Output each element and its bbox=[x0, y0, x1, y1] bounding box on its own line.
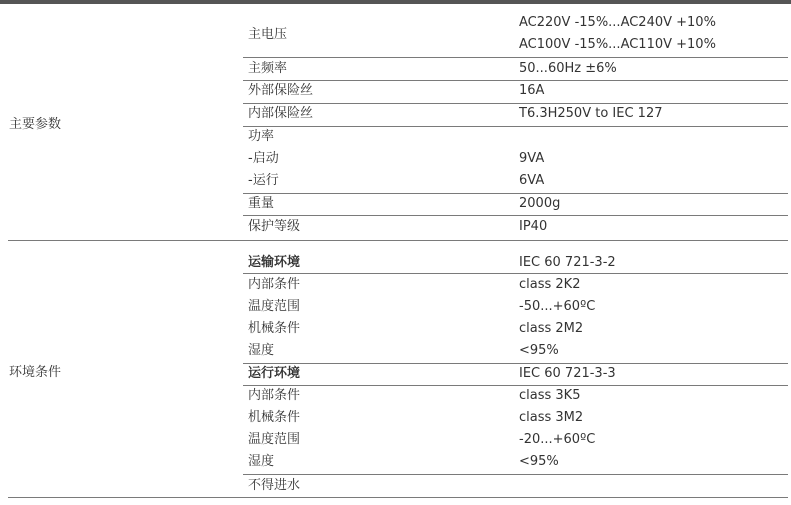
category-environment: 环境条件 bbox=[9, 365, 62, 380]
row-value: IEC 60 721-3-2 bbox=[519, 255, 616, 270]
row-divider bbox=[243, 474, 788, 475]
row-value: <95% bbox=[519, 343, 559, 358]
row-label: 内部条件 bbox=[248, 277, 301, 292]
category-main-params: 主要参数 bbox=[9, 117, 62, 132]
row-divider bbox=[243, 193, 788, 194]
row-value: class 2K2 bbox=[519, 277, 581, 292]
row-label: 重量 bbox=[248, 196, 275, 211]
row-value: T6.3H250V to IEC 127 bbox=[519, 106, 663, 121]
row-divider bbox=[243, 363, 788, 364]
row-value: class 3M2 bbox=[519, 410, 584, 425]
row-value: IP40 bbox=[519, 219, 548, 234]
row-divider bbox=[243, 57, 788, 58]
row-value: <95% bbox=[519, 454, 559, 469]
top-border bbox=[0, 0, 791, 4]
row-divider bbox=[243, 80, 788, 81]
row-label: 主频率 bbox=[248, 61, 288, 76]
row-value: -20...+60ºC bbox=[519, 432, 596, 447]
row-label: 机械条件 bbox=[248, 410, 301, 425]
row-value: 9VA bbox=[519, 151, 545, 166]
row-value: AC100V -15%...AC110V +10% bbox=[519, 37, 716, 52]
row-label: 机械条件 bbox=[248, 321, 301, 336]
row-divider bbox=[243, 126, 788, 127]
section-divider bbox=[8, 497, 788, 498]
row-value: class 3K5 bbox=[519, 388, 581, 403]
row-label: 外部保险丝 bbox=[248, 83, 314, 98]
row-value: -50...+60ºC bbox=[519, 299, 596, 314]
row-label: 主电压 bbox=[248, 27, 288, 42]
row-value: AC220V -15%...AC240V +10% bbox=[519, 15, 716, 30]
row-label: 内部保险丝 bbox=[248, 106, 314, 121]
row-label: 运行环境 bbox=[248, 366, 301, 381]
row-label: -运行 bbox=[248, 173, 279, 188]
row-label: -启动 bbox=[248, 151, 279, 166]
row-value: 2000g bbox=[519, 196, 561, 211]
row-label: 不得进水 bbox=[248, 478, 301, 493]
row-value: class 2M2 bbox=[519, 321, 584, 336]
row-divider bbox=[243, 385, 788, 386]
row-value: 16A bbox=[519, 83, 545, 98]
row-value: 6VA bbox=[519, 173, 545, 188]
row-label: 运输环境 bbox=[248, 255, 301, 270]
row-label: 湿度 bbox=[248, 454, 275, 469]
row-label: 功率 bbox=[248, 129, 275, 144]
row-value: IEC 60 721-3-3 bbox=[519, 366, 616, 381]
row-label: 保护等级 bbox=[248, 219, 301, 234]
row-label: 内部条件 bbox=[248, 388, 301, 403]
row-divider bbox=[243, 215, 788, 216]
row-divider bbox=[243, 103, 788, 104]
row-value: 50...60Hz ±6% bbox=[519, 61, 617, 76]
section-divider bbox=[8, 240, 788, 241]
row-label: 温度范围 bbox=[248, 432, 301, 447]
row-label: 湿度 bbox=[248, 343, 275, 358]
row-divider bbox=[243, 273, 788, 274]
row-label: 温度范围 bbox=[248, 299, 301, 314]
